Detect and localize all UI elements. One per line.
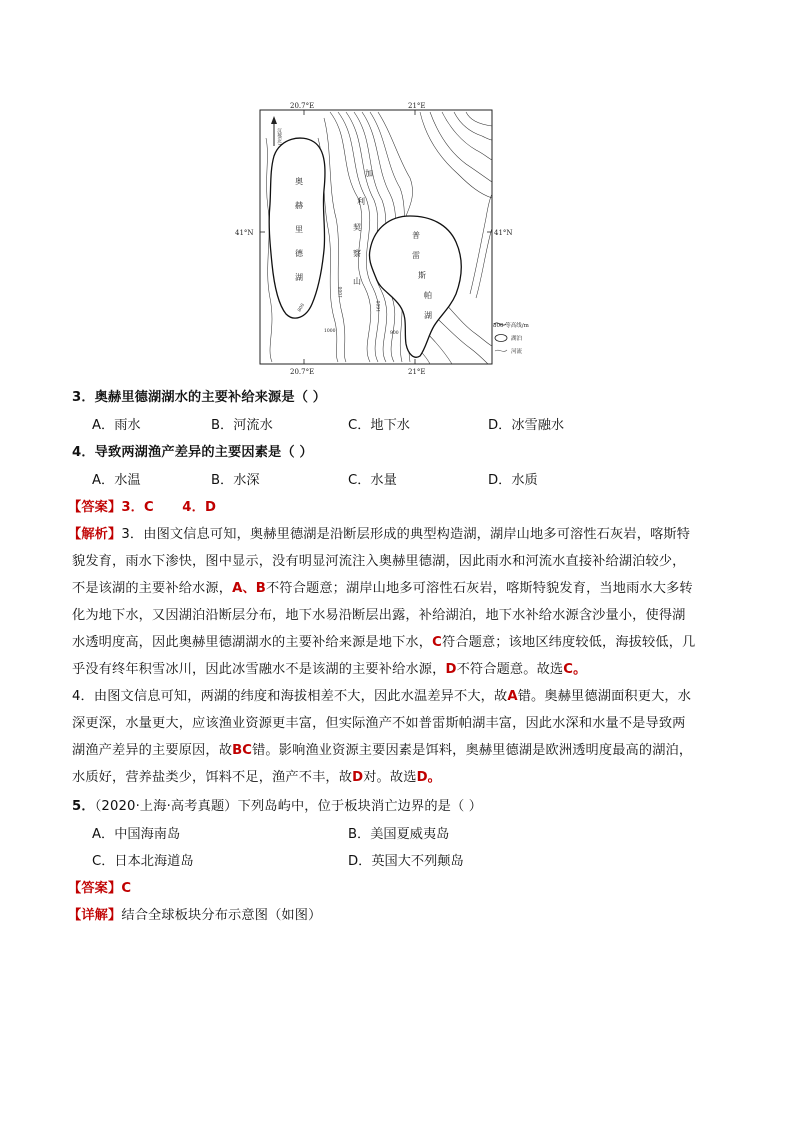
q5-number: 5． bbox=[72, 799, 95, 814]
question-5-stem bbox=[72, 797, 482, 817]
detail-row bbox=[68, 906, 321, 926]
lake2-char-2: 雷 bbox=[412, 251, 420, 260]
analysis-text-6b: D bbox=[445, 662, 457, 677]
lake2-char-3: 斯 bbox=[418, 271, 426, 280]
analysis-text-3b: A、B bbox=[232, 581, 266, 596]
analysis-text-3c: 不符合题意；湖岸山地多可溶性石灰岩，喀斯特貌发育，当地雨水大多转 bbox=[265, 581, 693, 596]
analysis4-text-3b: BC bbox=[232, 743, 253, 758]
detail-tag: 【详解】 bbox=[68, 908, 122, 923]
lake1-char-3: 里 bbox=[295, 225, 303, 234]
contour-map bbox=[230, 98, 530, 380]
contour-label-5: 1000 bbox=[324, 329, 336, 334]
analysis4-line-1 bbox=[72, 687, 691, 707]
mountain-char-3: 契 bbox=[353, 223, 361, 232]
contour-label-2: 1000 bbox=[339, 286, 344, 298]
legend-lake: 湖泊 bbox=[511, 336, 523, 342]
mountain-char-5: 山 bbox=[353, 277, 361, 286]
analysis4-text-4a: 水质好，营养盐类少，饵料不足，渔产不丰，故 bbox=[72, 770, 353, 785]
analysis-text-1: 3．由图文信息可知，奥赫里德湖是沿断层形成的典型构造湖，湖岸山地多可溶性石灰岩，喀斯特 bbox=[121, 527, 691, 542]
lake2-char-4: 帕 bbox=[424, 291, 432, 300]
q4-option-c: C．水量 bbox=[348, 473, 397, 488]
legend-river: 河流 bbox=[511, 349, 523, 355]
q5-option-b: B．美国夏威夷岛 bbox=[348, 827, 450, 842]
north-arrow-label: 汉城(北) bbox=[276, 128, 282, 146]
question-3-stem: 3．奥赫里德湖湖水的主要补给来源是（ ） bbox=[72, 390, 327, 405]
map-legend bbox=[493, 321, 530, 355]
analysis4-line-4 bbox=[72, 768, 441, 788]
analysis-line-6 bbox=[72, 660, 586, 680]
analysis-text-6c: 不符合题意。故选 bbox=[456, 662, 564, 677]
legend-contour: 800 等高线/m bbox=[493, 323, 529, 329]
analysis4-line-3 bbox=[72, 741, 692, 761]
answer-tag: 【答案】 bbox=[68, 500, 122, 515]
analysis4-text-1c: 错。奥赫里德湖面积更大，水 bbox=[517, 689, 692, 704]
q4-option-a: A．水温 bbox=[92, 473, 141, 488]
bottom-lon-right: 21°E bbox=[408, 368, 426, 376]
analysis4-text-1b: A bbox=[507, 689, 518, 704]
legend-river-icon bbox=[495, 350, 507, 351]
analysis-text-5c: 符合题意；该地区纬度较低，海拔较低，几 bbox=[441, 635, 696, 650]
analysis-tag: 【解析】 bbox=[68, 527, 122, 542]
q4-option-b: B．水深 bbox=[211, 473, 260, 488]
question-4-stem: 4．导致两湖渔产差异的主要因素是（ ） bbox=[72, 445, 313, 460]
analysis4-text-3a: 湖渔产差异的主要原因，故 bbox=[72, 743, 233, 758]
analysis-line-4: 化为地下水，又因湖泊沿断层分布，地下水易沿断层出露，补给湖泊，地下水补给水源含沙量小，使得湖 bbox=[72, 608, 686, 623]
analysis4-line-2: 深更深，水量更大，应该渔业资源更丰富，但实际渔产不如普雷斯帕湖丰富，因此水深和水量不是导致两 bbox=[72, 716, 686, 731]
mountain-char-1: 加 bbox=[365, 169, 373, 178]
top-lon-right: 21°E bbox=[408, 102, 426, 110]
q5-option-d: D．英国大不列颠岛 bbox=[348, 854, 464, 869]
q5-stem-text: 下列岛屿中，位于板块消亡边界的是（ ） bbox=[237, 799, 483, 814]
detail-text: 结合全球板块分布示意图（如图） bbox=[121, 908, 322, 923]
q5-source: （2020·上海·高考真题） bbox=[94, 799, 238, 814]
answer2-value: C bbox=[121, 881, 132, 896]
answer-row-1 bbox=[68, 498, 216, 518]
analysis-line-2: 貌发育，雨水下渗快，图中显示，没有明显河流注入奥赫里德湖，因此雨水和河流水直接补给湖泊较少， bbox=[72, 554, 686, 569]
bottom-lon-left: 20.7°E bbox=[290, 368, 315, 376]
contour-label-3: 1600 bbox=[377, 300, 382, 312]
lake2-char-1: 普 bbox=[412, 231, 420, 240]
mountain-char-2: 利 bbox=[357, 197, 365, 206]
lat-right: 41°N bbox=[494, 229, 513, 237]
analysis-text-6a: 乎没有终年积雪冰川，因此冰雪融水不是该湖的主要补给水源， bbox=[72, 662, 446, 677]
lat-left: 41°N bbox=[235, 229, 254, 237]
q3-option-b: B．河流水 bbox=[211, 418, 273, 433]
lake1-char-2: 赫 bbox=[295, 201, 303, 210]
analysis-line-3 bbox=[72, 579, 693, 599]
contour-map-figure bbox=[230, 98, 530, 380]
analysis4-text-4c: 对。故选 bbox=[363, 770, 417, 785]
analysis-text-6d: C。 bbox=[563, 662, 587, 677]
analysis-text-5b: C bbox=[432, 635, 442, 650]
legend-lake-icon bbox=[495, 335, 507, 342]
analysis-line-5 bbox=[72, 633, 695, 653]
analysis4-text-4d: D。 bbox=[416, 770, 441, 785]
q4-option-d: D．水质 bbox=[488, 473, 538, 488]
q3-option-a: A．雨水 bbox=[92, 418, 141, 433]
q5-option-a: A．中国海南岛 bbox=[92, 827, 181, 842]
lake1-char-4: 德 bbox=[295, 249, 303, 258]
analysis4-text-1a: 4．由图文信息可知，两湖的纬度和海拔相差不大，因此水温差异不大，故 bbox=[72, 689, 508, 704]
contour-label-1: 800 bbox=[297, 303, 307, 313]
analysis-line-1 bbox=[68, 525, 690, 545]
analysis-text-3a: 不是该湖的主要补给水源， bbox=[72, 581, 233, 596]
analysis4-text-4b: D bbox=[352, 770, 364, 785]
answer2-tag: 【答案】 bbox=[68, 881, 122, 896]
analysis-text-5a: 水透明度高，因此奥赫里德湖湖水的主要补给来源是地下水， bbox=[72, 635, 433, 650]
answer-value: 3．C 4．D bbox=[121, 500, 217, 515]
mountain-char-4: 察 bbox=[353, 249, 361, 258]
lake1-char-1: 奥 bbox=[295, 177, 303, 186]
q5-option-c: C．日本北海道岛 bbox=[92, 854, 194, 869]
answer-row-2 bbox=[68, 879, 131, 899]
q3-option-c: C．地下水 bbox=[348, 418, 410, 433]
analysis4-text-3c: 错。影响渔业资源主要因素是饵料，奥赫里德湖是欧洲透明度最高的湖泊， bbox=[252, 743, 693, 758]
lake2-char-5: 湖 bbox=[424, 311, 432, 320]
contour-label-4: 900 bbox=[390, 331, 399, 336]
q3-option-d: D．冰雪融水 bbox=[488, 418, 565, 433]
top-lon-left: 20.7°E bbox=[290, 102, 315, 110]
lake1-char-5: 湖 bbox=[295, 273, 303, 282]
